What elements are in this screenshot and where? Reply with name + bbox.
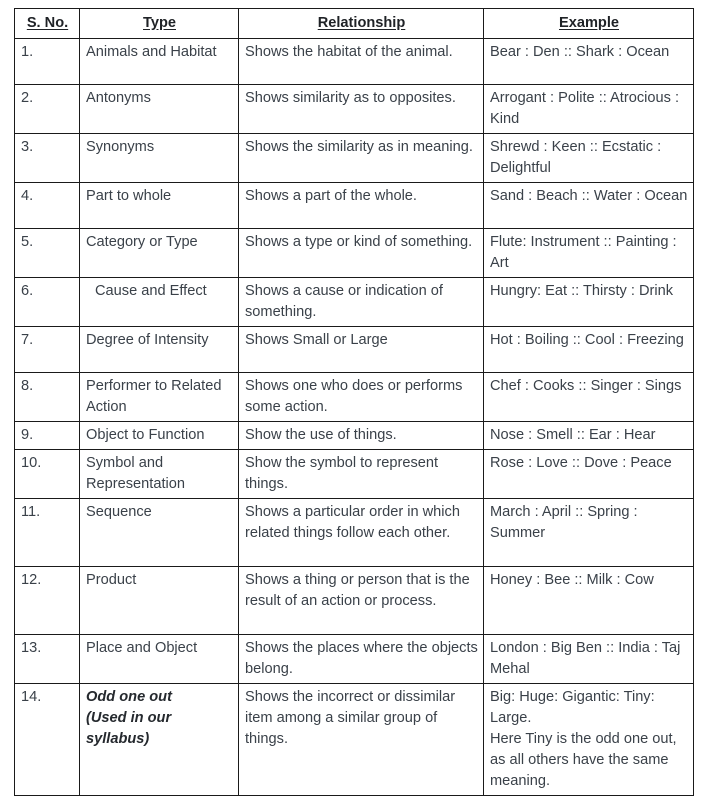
cell-type: Category or Type xyxy=(80,229,239,278)
table-row xyxy=(15,229,694,278)
table-row xyxy=(15,134,694,183)
cell-relationship: Shows a particular order in which related things follow each other. xyxy=(239,499,484,567)
column-header-serial-number xyxy=(15,9,80,39)
cell-example: Bear : Den :: Shark : Ocean xyxy=(484,39,694,85)
cell-example: Arrogant : Polite :: Atrocious : Kind xyxy=(484,85,694,134)
cell-serial-number: 8. xyxy=(15,373,80,422)
table-row xyxy=(15,450,694,499)
cell-type: Animals and Habitat xyxy=(80,39,239,85)
cell-example: Rose : Love :: Dove : Peace xyxy=(484,450,694,499)
column-header-type xyxy=(80,9,239,39)
table-row xyxy=(15,327,694,373)
cell-serial-number: 4. xyxy=(15,183,80,229)
cell-serial-number: 11. xyxy=(15,499,80,567)
column-header-example xyxy=(484,9,694,39)
column-header-serial-number-label: S. No. xyxy=(26,14,69,31)
cell-relationship: Shows the similarity as in meaning. xyxy=(239,134,484,183)
cell-serial-number: 9. xyxy=(15,422,80,450)
cell-relationship: Shows a type or kind of something. xyxy=(239,229,484,278)
cell-type: Part to whole xyxy=(80,183,239,229)
cell-serial-number: 13. xyxy=(15,635,80,684)
table-row xyxy=(15,373,694,422)
cell-example: Shrewd : Keen :: Ecstatic : Delightful xyxy=(484,134,694,183)
cell-example: Hot : Boiling :: Cool : Freezing xyxy=(484,327,694,373)
cell-type: Object to Function xyxy=(80,422,239,450)
analogy-types-table xyxy=(14,8,694,796)
analogy-table-container xyxy=(14,8,693,796)
cell-serial-number: 6. xyxy=(15,278,80,327)
cell-example: Honey : Bee :: Milk : Cow xyxy=(484,567,694,635)
cell-type: Degree of Intensity xyxy=(80,327,239,373)
table-row xyxy=(15,278,694,327)
cell-serial-number: 2. xyxy=(15,85,80,134)
cell-example-line-1: Big: Huge: Gigantic: Tiny: Large. xyxy=(490,689,655,726)
cell-relationship: Shows Small or Large xyxy=(239,327,484,373)
cell-relationship: Shows a cause or indication of something. xyxy=(239,278,484,327)
cell-type xyxy=(80,684,239,796)
column-header-relationship xyxy=(239,9,484,39)
table-row xyxy=(15,635,694,684)
column-header-type-label: Type xyxy=(143,14,176,31)
cell-type: Antonyms xyxy=(80,85,239,134)
cell-type: Product xyxy=(80,567,239,635)
cell-example: Hungry: Eat :: Thirsty : Drink xyxy=(484,278,694,327)
table-row xyxy=(15,183,694,229)
cell-relationship: Shows the habitat of the animal. xyxy=(239,39,484,85)
table-header xyxy=(15,9,694,39)
cell-relationship: Show the use of things. xyxy=(239,422,484,450)
table-body xyxy=(15,39,694,796)
cell-relationship: Shows a part of the whole. xyxy=(239,183,484,229)
column-header-relationship-label: Relationship xyxy=(317,14,406,31)
cell-type: Symbol and Representation xyxy=(80,450,239,499)
cell-example xyxy=(484,684,694,796)
cell-type-line-2: (Used in our syllabus) xyxy=(86,710,172,747)
cell-example: March : April :: Spring : Summer xyxy=(484,499,694,567)
cell-relationship: Shows the incorrect or dissimilar item among a similar group of things. xyxy=(239,684,484,796)
table-header-row xyxy=(15,9,694,39)
cell-type-line-1: Odd one out xyxy=(86,689,172,705)
column-header-example-label: Example xyxy=(558,14,620,31)
cell-type: Sequence xyxy=(80,499,239,567)
table-row xyxy=(15,684,694,796)
cell-serial-number: 5. xyxy=(15,229,80,278)
cell-example: Sand : Beach :: Water : Ocean xyxy=(484,183,694,229)
table-row xyxy=(15,499,694,567)
cell-example: Chef : Cooks :: Singer : Sings xyxy=(484,373,694,422)
table-row xyxy=(15,567,694,635)
cell-type: Performer to Related Action xyxy=(80,373,239,422)
cell-example: London : Big Ben :: India : Taj Mehal xyxy=(484,635,694,684)
cell-type: Synonyms xyxy=(80,134,239,183)
cell-relationship: Shows one who does or performs some action. xyxy=(239,373,484,422)
cell-serial-number: 3. xyxy=(15,134,80,183)
cell-serial-number: 12. xyxy=(15,567,80,635)
table-row xyxy=(15,85,694,134)
cell-example-line-2: Here Tiny is the odd one out, as all others have the same meaning. xyxy=(490,731,677,789)
cell-example: Nose : Smell :: Ear : Hear xyxy=(484,422,694,450)
cell-serial-number: 1. xyxy=(15,39,80,85)
table-row xyxy=(15,422,694,450)
cell-serial-number: 7. xyxy=(15,327,80,373)
cell-type: Cause and Effect xyxy=(80,278,239,327)
cell-example: Flute: Instrument :: Painting : Art xyxy=(484,229,694,278)
cell-relationship: Shows the places where the objects belong. xyxy=(239,635,484,684)
cell-type: Place and Object xyxy=(80,635,239,684)
cell-serial-number: 14. xyxy=(15,684,80,796)
cell-relationship: Shows similarity as to opposites. xyxy=(239,85,484,134)
cell-relationship: Shows a thing or person that is the result of an action or process. xyxy=(239,567,484,635)
cell-relationship: Show the symbol to represent things. xyxy=(239,450,484,499)
cell-serial-number: 10. xyxy=(15,450,80,499)
table-row xyxy=(15,39,694,85)
